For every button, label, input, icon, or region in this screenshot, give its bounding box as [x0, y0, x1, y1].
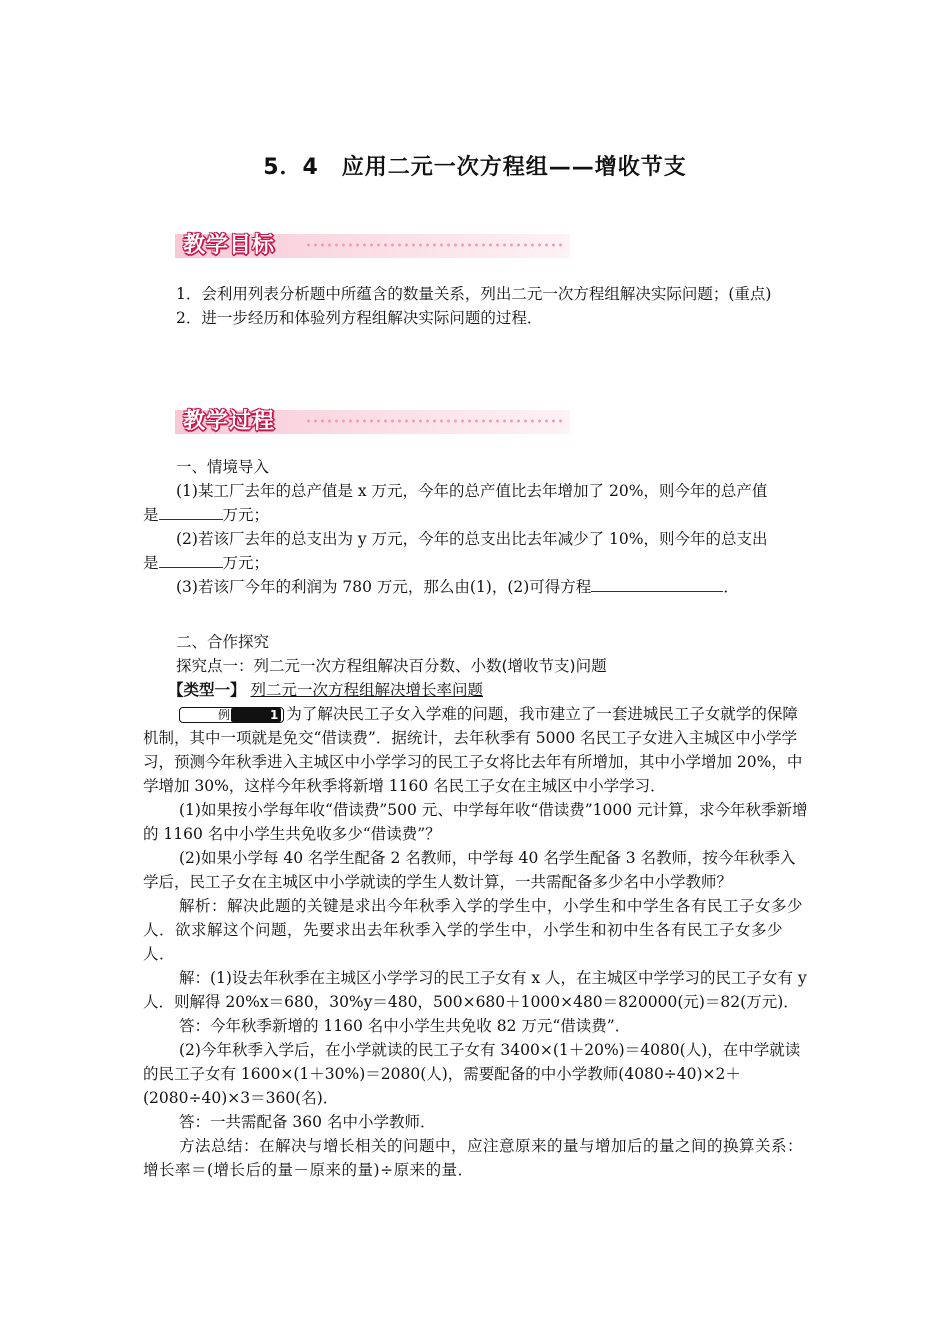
example-number: 1	[231, 708, 281, 722]
objectives-label: 教学目标	[183, 233, 276, 258]
explore-point: 探究点一：列二元一次方程组解决百分数、小数(增收节支)问题	[176, 657, 607, 675]
answer-blank[interactable]	[159, 551, 223, 568]
banner-dots	[305, 418, 565, 424]
objectives-list	[143, 282, 810, 330]
intro-q3	[143, 575, 810, 599]
intro-section	[143, 455, 810, 599]
type-title: 列二元一次方程组解决增长率问题	[250, 681, 483, 699]
method-summary: 方法总结：在解决与增长相关的问题中，应注意原来的量与增加后的量之间的换算关系：增长率＝(增长后的量－原来的量)÷原来的量．	[143, 1137, 804, 1179]
intro-q1-text: (1)某工厂去年的总产值是 x 万元，今年的总产值比去年增加了 20%，则今年的总产值	[176, 482, 768, 500]
answer-blank[interactable]	[591, 575, 723, 592]
example-q2: (2)如果小学每 40 名学生配备 2 名教师，中学每 40 名学生配备 3 名教师，按今年秋季入学后，民工子女在主城区中小学就读的学生人数计算，一共需配备多少名中小学教师？	[143, 849, 796, 891]
intro-q3-end: ．	[723, 578, 739, 596]
solution-2: (2)今年秋季入学后，在小学就读的民工子女有 3400×(1＋20%)＝4080(人)，在中学就读的民工子女有 1600×(1＋30%)＝2080(人)，需要配备的中小学教师(4080÷40)×2＋(2080÷40)×3＝360(名)．	[143, 1041, 801, 1107]
intro-q2-suffix: 万元；	[222, 554, 270, 572]
intro-q2-prefix: 是	[143, 554, 159, 572]
objective-item-1: 1．会利用列表分析题中所蕴含的数量关系，列出二元一次方程组解决实际问题；(重点)	[176, 285, 772, 303]
example-q1: (1)如果按小学每年收“借读费”500 元、中学每年收“借读费”1000 元计算，求今年秋季新增的 1160 名中小学生共免收多少“借读费”？	[143, 801, 808, 843]
answer-1: 答：今年秋季新增的 1160 名中小学生共免收 82 万元“借读费”．	[179, 1017, 631, 1035]
process-label: 教学过程	[183, 409, 276, 434]
banner-dots	[305, 242, 565, 248]
answer-2: 答：一共需配备 360 名中小学教师．	[179, 1113, 436, 1131]
intro-q2	[143, 527, 810, 575]
explore-heading: 二、合作探究	[176, 633, 270, 651]
page-title: 5．4 应用二元一次方程组——增收节支	[263, 155, 687, 180]
process-banner	[175, 404, 570, 438]
type-label: 【类型一】	[168, 681, 246, 699]
answer-blank[interactable]	[159, 503, 223, 520]
intro-q1-prefix: 是	[143, 506, 159, 524]
objective-item-2: 2．进一步经历和体验列方程组解决实际问题的过程．	[176, 309, 543, 327]
example-badge-text: 例	[218, 708, 231, 722]
analysis: 解析：解决此题的关键是求出今年秋季入学的学生中，小学生和中学生各有民工子女多少人．欲求解这个问题，先要求出去年秋季入学的学生中，小学生和初中生各有民工子女多少人．	[143, 897, 804, 963]
intro-heading: 一、情境导入	[176, 458, 270, 476]
intro-q3-text: (3)若该厂今年的利润为 780 万元，那么由(1)，(2)可得方程	[176, 578, 592, 596]
explore-section	[143, 630, 810, 1182]
example-badge	[179, 707, 284, 723]
example-1	[143, 702, 810, 798]
example-text: 为了解决民工子女入学难的问题，我市建立了一套进城民工子女就学的保障机制，其中一项就是免交“借读费”．据统计，去年秋季有 5000 名民工子女进入主城区中小学学习，预测今年秋季进入主城区中小学学习的民工子女将比去年有所增加，其中小学增加 20%，中学增加 30%，这样今年秋季将新增 1160 名民工子女在主城区中小学学习．	[143, 705, 803, 795]
solution-1: 解：(1)设去年秋季在主城区小学学习的民工子女有 x 人，在主城区中学学习的民工子女有 y 人．则解得 20%x＝680，30%y＝480，500×680＋1000×480＝820000(元)＝82(万元)．	[143, 969, 807, 1011]
intro-q2-text: (2)若该厂去年的总支出为 y 万元，今年的总支出比去年减少了 10%，则今年的总支出	[176, 530, 768, 548]
objectives-banner	[175, 228, 570, 262]
type-one	[143, 678, 810, 702]
intro-q1	[143, 479, 810, 527]
intro-q1-suffix: 万元；	[222, 506, 270, 524]
